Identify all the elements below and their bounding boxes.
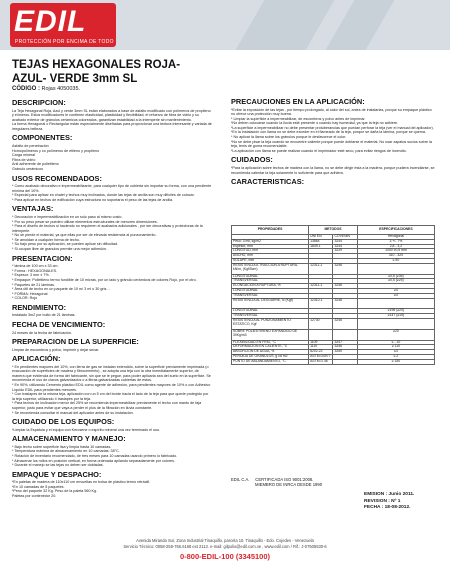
table-row bbox=[232, 298, 435, 309]
code-label: CÓDIGO : bbox=[12, 86, 40, 92]
table-cell: ≥ 150 bbox=[357, 359, 434, 364]
section-text: La Teja Hexagonal Roja, Azul y verde 3mm SL están elaborados a base de asfalto modificado con polímeros de propileno y elímeros. Estos modificadores le confieren elasticidad, plasticidad y flexibilidad; el refuerzo de fibra de vidrio y su acabado exterior de gránulos cerámicos coloreados, garantizan estabilidad a la intemperie sin mantenimiento. bbox=[12, 108, 211, 122]
table-cell: 12311-1 bbox=[309, 263, 333, 274]
brand-logo bbox=[10, 3, 116, 47]
table-row bbox=[232, 359, 435, 364]
table-cell: TRANSVERSAL bbox=[232, 293, 309, 298]
table-cell: ≥4 bbox=[357, 293, 434, 298]
section-text: * Si ocupan libre de granulos permite una mejor adhesión. bbox=[12, 247, 107, 252]
section-text: * lámina de 100 cm x 33 cm. bbox=[12, 264, 59, 269]
section-text: * Temperatura máxima de almacenamiento en 10 camadas: 38°C. bbox=[12, 449, 120, 454]
table-cell: SOLAPE, mm bbox=[232, 258, 309, 263]
characteristics-table bbox=[231, 225, 435, 365]
table-cell: 2,8 - 3,2 bbox=[357, 244, 434, 249]
table-cell: LONGITUDINAL bbox=[232, 309, 309, 314]
table-cell: 3247 bbox=[333, 340, 357, 345]
section-text: *En 10 camadas de 5 paquetes. bbox=[12, 484, 65, 489]
table-cell: 1110 bbox=[309, 345, 333, 350]
table-cell: 310 - 320 bbox=[357, 254, 434, 259]
section-text: Limpiar de escombros y polvo, imprimir y dejar secar. bbox=[12, 347, 100, 352]
table-cell: 3244 bbox=[333, 239, 357, 244]
section-text: 24 meses de la fecha de fabricación. bbox=[12, 330, 73, 335]
table-cell: 3246 bbox=[333, 318, 357, 329]
table-cell: 3246 bbox=[333, 345, 357, 350]
table-cell: ELONGACION A RUPTURA, % bbox=[232, 284, 309, 289]
section-text: * Por su peso pesar se pueden utilizar elementos estructurales de menores dimensiones. bbox=[12, 219, 158, 224]
footer-contact: Servicio Técnico: 0058-258-766.6168 ext 2113. e-mail: gilpolio@edil.com.ve , www.edil.com / Rif.: J-07505530-6 bbox=[123, 543, 327, 549]
section-heading: USOS RECOMENDADOS: bbox=[12, 173, 102, 183]
section-heading: EMPAQUE Y DESPACHO: bbox=[12, 469, 102, 479]
section-text: *Para la aplicación sobre techos de madera con la llama, no se debe dirigir ésta a la madera, porque pudiera incendiarse, se recomienda calentar la teja solamente lo suficiente para que adhiera. bbox=[231, 165, 435, 175]
cert-iso: CERTIFICADA ISO 9001:2008. bbox=[255, 477, 314, 482]
table-header: ESPECIFICACIONES bbox=[357, 226, 434, 235]
table-cell: ≥20 bbox=[357, 329, 434, 340]
table-cell: ≥4 bbox=[357, 288, 434, 293]
table-row bbox=[232, 329, 435, 340]
table-cell: RESISTENCIA AL DESGARRE, N (Kgf) bbox=[232, 298, 309, 309]
section-text: * Durante el manejo se las tejas no deben ser dobladas. bbox=[12, 463, 104, 468]
table-cell: Espesor, mm bbox=[232, 244, 309, 249]
section-heading: APLICACIÓN: bbox=[12, 354, 61, 364]
table-cell: RESISTENCIA A TRACCION A RUPTURA, kN/m, (Kgf/5cm) bbox=[232, 263, 309, 274]
toll-free-phone[interactable]: 0-800-EDIL-100 (3345100) bbox=[179, 552, 271, 561]
table-subheader: UNI EN bbox=[309, 235, 333, 240]
table-cell: ≥0,5 (≥35) bbox=[357, 274, 434, 279]
table-cell: LONGITUDINAL bbox=[232, 288, 309, 293]
page-title: TEJAS HEXAGONALES ROJA- AZUL- VERDE 3mm SL bbox=[12, 59, 181, 85]
table-cell: 3250 bbox=[333, 350, 357, 355]
table-cell: 1109 bbox=[309, 340, 333, 345]
table-cell: ASTM D 36 bbox=[309, 359, 333, 364]
section-text: * COLOR: Rojo bbox=[12, 296, 38, 301]
table-cell: 12311-1 bbox=[309, 284, 333, 289]
table-cell: ≥ 110 bbox=[357, 345, 434, 350]
section-text: * Su bajo peso por su aplicación, se pueden aplicar sin dificultad. bbox=[12, 242, 119, 247]
section-text: La forma Hexagonal o Rectangular están especialmente diseñadas para proporcionar una textura interesante y variada de irregulares belleza. bbox=[12, 122, 212, 131]
table-cell: TRANSVERSAL bbox=[232, 314, 309, 319]
header-band bbox=[0, 0, 450, 50]
section-text: * En 90%, utilizando Cemento plástico EDIL como agente de adhesión, para pendientes mayores de 10% o con Adhesivo Líquido EDIL para pendientes menores. bbox=[12, 383, 211, 392]
section-text: * Área útil de techo en un paquete de 10 m/ 3 ml o 30 gris… bbox=[12, 287, 110, 292]
section-heading: CUIDADOS: bbox=[231, 155, 273, 165]
section-text: Instalado 3m2 por bulto de 21 láminas. bbox=[12, 313, 76, 318]
section-text: Fibra de vidrio bbox=[12, 157, 36, 162]
section-text: *Peso del paquete 32 Kg. Peso de la paleta 560 Kg. bbox=[12, 489, 98, 494]
section-text: * Limpiar la superficie a impermeabilizar, de escombros y polvo antes de imprimar. bbox=[231, 116, 366, 121]
section-text: * Espesor: 3 mm ± 7%. bbox=[12, 273, 50, 278]
table-cell bbox=[333, 359, 357, 364]
section-text: *Evitar la exposición de las tejas , por tiempo prolongado, al calor del sol, antes de instalarlas, porque su empaque plástico no ofrece una protección muy buena. bbox=[231, 107, 432, 117]
section-text: * Bajo techo sobre superficie lisa y limpia hasta 10 camadas. bbox=[12, 444, 112, 449]
table-cell bbox=[333, 329, 357, 340]
section-text: *No deben colocarse cuando la lluvia esté presente o cuando hay humedad, ya que la teja no adhiere. bbox=[231, 121, 399, 126]
table-cell: ≥0,5 (≥25) bbox=[357, 279, 434, 284]
table-cell: 3229 bbox=[333, 249, 357, 254]
emission-block bbox=[364, 492, 414, 512]
section-text: *La superficie a impermeabilizar no debe presentar protuberancias que puedan perforar la teja (ver el manual del aplicador). bbox=[231, 125, 434, 130]
table-subheader: COVENIN bbox=[333, 235, 357, 240]
section-text: *Limpiar la Espátula y el equipo con Kerosene o espíritu mineral una vez terminado el uso. bbox=[12, 427, 160, 432]
emission-date: EMISION : Junio 2011. bbox=[364, 492, 415, 497]
table-cell: 3246 bbox=[333, 263, 357, 274]
table-cell: RESISTENCIA AL PUNZONAMIENTO ESTATICO, Kgf bbox=[232, 318, 309, 329]
section-text: * Paquetes de 21 láminas. bbox=[12, 282, 56, 287]
section-heading: CUIDADO DE LOS EQUIPOS: bbox=[12, 417, 115, 427]
section-text: Gránulo cerámicos bbox=[12, 166, 43, 171]
table-cell bbox=[357, 318, 434, 329]
table-cell: DEFORMACION EN CALIENTE, °C bbox=[232, 345, 309, 350]
section-heading: RENDIMIENTO: bbox=[12, 302, 67, 312]
section-text: * No aplicar la llama sobre los gránulos porque le desfavorece el color. bbox=[231, 135, 347, 140]
table-header: PROPIEDADES bbox=[232, 226, 309, 235]
table-cell: 13864 bbox=[309, 239, 333, 244]
section-heading: FECHA DE VENCIMIENTO: bbox=[12, 320, 106, 329]
section-text: * Especial para aplicar en chalet y techos muy inclinados, donde las tejas de arcilla son muy difíciles de colocar. bbox=[12, 193, 195, 198]
section-text: *En la instalación con llama no se debe exceder en el flameado de la teja, porque se daña la lámina, porque se quema. bbox=[231, 130, 426, 135]
table-header: METODOS bbox=[309, 226, 358, 235]
header-stripe bbox=[326, 0, 395, 50]
footer bbox=[0, 538, 450, 549]
section-text: * Como acabado decorativo e impermeabilizante, para cualquier tipo de cubierta sin importar su forma, con una pendiente mínima del 10%. bbox=[12, 184, 212, 193]
section-text: Paletas por contenedor 20. bbox=[12, 494, 57, 499]
table-cell: ≥147 (≥15) bbox=[357, 314, 434, 319]
section-text: Anti adherente de polietileno bbox=[12, 162, 59, 167]
table-row bbox=[232, 263, 435, 274]
logo-text: EDIL bbox=[14, 5, 87, 38]
footer-address: Avenida Miranda Sur, Zona Industrial Tinaquillo, parcela 10. Tinaquillo - Edo. Cojedes - Venezuela bbox=[136, 538, 314, 543]
table-cell: ≤ 2 bbox=[357, 354, 434, 359]
section-text: *La aplicación con llama se puede realizar cuando el imprimador esté seco, para evitar riesgos de incendio. bbox=[231, 148, 407, 153]
table-cell: ASTM D4977 bbox=[309, 354, 333, 359]
table-cell: 3246 bbox=[333, 284, 357, 289]
section-text: *En paletas de madera de 110x110 cm envueltas en bolsa de plástico termo retráctil. bbox=[12, 480, 151, 485]
table-cell: ≥196 (≥20) bbox=[357, 309, 434, 314]
section-text: * Rotación de inventario recomendado, de tres meses para 10 camadas usando primero lo fabricado. bbox=[12, 454, 178, 458]
table-cell: SOBRE POLIESTIRENO EXPANDIDO DE 30Kg/m3 bbox=[232, 329, 309, 340]
left-column bbox=[12, 96, 212, 499]
section-heading: COMPONENTES: bbox=[12, 133, 73, 143]
section-text: * FORMA: Hexagonal bbox=[12, 291, 48, 296]
section-text: Asfalto de penetración bbox=[12, 143, 49, 148]
section-text: * Para aplicar en techos de edificación cuya estructura no soportaría el peso de las tejas de arcilla. bbox=[12, 197, 174, 202]
section-heading: PREPARACION DE LA SUPERFICIE: bbox=[12, 337, 139, 347]
section-text: * Se recomienda consultar el manual del aplicador antes de su instalación. bbox=[12, 410, 134, 415]
table-cell: ≤3 bbox=[357, 350, 434, 355]
section-heading: CARACTERISTICAS: bbox=[231, 177, 305, 187]
section-heading: VENTAJAS: bbox=[12, 204, 54, 214]
section-text: * Empaque: Polietileno termo fundible de 10 micras, por un lado y gránulo cerámicos de colores Rojo, por el otro. bbox=[12, 277, 197, 282]
table-row bbox=[232, 318, 435, 329]
table-cell: 3 +/- 7% bbox=[357, 239, 434, 244]
section-text: * Almacenar los rollos en posición vertical, en forma ordenada apilando separadamente por colores. bbox=[12, 458, 175, 463]
table-cell bbox=[309, 329, 333, 340]
section-text: * Decoración e impermeabilización en un solo paso al mismo costo. bbox=[12, 214, 123, 219]
table-cell: FLEXIBILIDAD EN FRIO, °C bbox=[232, 340, 309, 345]
revision-number: REVISION : Nº 1 bbox=[364, 498, 401, 504]
section-text: Carga mineral bbox=[12, 153, 36, 158]
table-cell: ANCHO, mm bbox=[232, 254, 309, 259]
section-text: *No se debe pisar la teja cuando se encuentre caliente porque puede doblarse el material. No usar zapatos sucios sobre la teja, tenis de goma recomendable. bbox=[231, 139, 432, 149]
section-text: * En pendientes mayores del 10%, con tierra de gas se instalan extendido, sobre la superficie previamente imprimada (o evacuación de superficies de madera y fibrocemento) , se adopta una teja con la otra inmediatamente superior, de manera que evidencia de forma del fabricante, sin que se le pegue, para poder aplicarla sea del suelo en la superficie. Se recomienda el uso de clavos galvanizados o a fibras galvanizadas cubiertas de estos. bbox=[12, 364, 211, 383]
section-text: * Forma : HEXAGONALES. bbox=[12, 268, 58, 273]
table-cell: 12730 bbox=[309, 318, 333, 329]
section-text: Homopolímeros y co polímeros de etileno y propileno bbox=[12, 148, 100, 153]
table-cell bbox=[357, 298, 434, 309]
section-heading: DESCRIPCION: bbox=[12, 98, 66, 107]
cert-member: MIEMBRO DE INRCA DESDE 1990 bbox=[255, 482, 323, 487]
certification bbox=[231, 477, 341, 487]
table-cell bbox=[357, 263, 434, 274]
table-cell: 8202-22 bbox=[309, 350, 333, 355]
table-cell: 1000 ±0,5 mm bbox=[357, 249, 434, 254]
section-heading: PRECAUCIONES EN LA APLICACIÓN: bbox=[231, 97, 365, 106]
section-text: * No se pierde el material, ya que ellas por ser de elevada resistencia al punzonamiento. bbox=[12, 233, 157, 238]
logo-tagline: PROTECCIÓN POR ENCIMA DE TODO bbox=[15, 39, 114, 45]
right-column bbox=[231, 95, 436, 188]
section-text: * Con traslapes de la misma teja, aplicación con un 5 cm del borde hacia el lado de la teja para que quede protegido por la teja superior, utilizando 4 traslapes por la teja. bbox=[12, 392, 209, 401]
table-cell: 1849-1 bbox=[309, 244, 333, 249]
table-cell: 3248 bbox=[333, 298, 357, 309]
table-cell: PERDIDA DE GRANULOS, g cd m2 bbox=[232, 354, 309, 359]
table-cell: 12310-1 bbox=[309, 298, 333, 309]
table-cell: PUNTO DE ABLANDAMIENTO, °C bbox=[232, 359, 309, 364]
section-text: * Se amoldan a cualquier forma de techo. bbox=[12, 237, 80, 242]
cert-company: EDIL C.A. bbox=[231, 477, 250, 482]
section-text: * Para techos de inclinación menor del 25% se recomienda impermeabilizar previamente el techo con manto de faja superior, justo para evitar que vaya a perder el plus de la filtración en lluvia constante. bbox=[12, 401, 202, 411]
table-cell: 3244 bbox=[333, 244, 357, 249]
table-header-row bbox=[232, 226, 435, 235]
table-cell: ≤ 50 bbox=[357, 258, 434, 263]
table-cell: Peso: 3 mil, kg/m2 bbox=[232, 239, 309, 244]
issue-date: FECHA : 18-08-2012. bbox=[364, 505, 411, 510]
section-text: * Para el diseño de techos si haciendo no requieren el acabados adicionales , por ser decorativas y protectoras de la intemperie. bbox=[12, 224, 203, 233]
section-heading: ALMACENAMIENTO Y MANEJO: bbox=[12, 434, 126, 444]
header-stripe bbox=[236, 0, 335, 50]
table-cell: ≤ - 10 bbox=[357, 340, 434, 345]
table-cell: LONGITUDINAL bbox=[232, 274, 309, 279]
table-cell: TRANSVERSAL bbox=[232, 279, 309, 284]
table-cell: LONGITUD, mm bbox=[232, 249, 309, 254]
section-heading: PRESENTACION: bbox=[12, 253, 73, 263]
product-code bbox=[12, 86, 80, 92]
table-subheader: Hexagonal bbox=[357, 235, 434, 240]
table-cell: ABSORCION DE AGUA, % bbox=[232, 350, 309, 355]
code-value: Rojas 4050035. bbox=[41, 86, 81, 92]
